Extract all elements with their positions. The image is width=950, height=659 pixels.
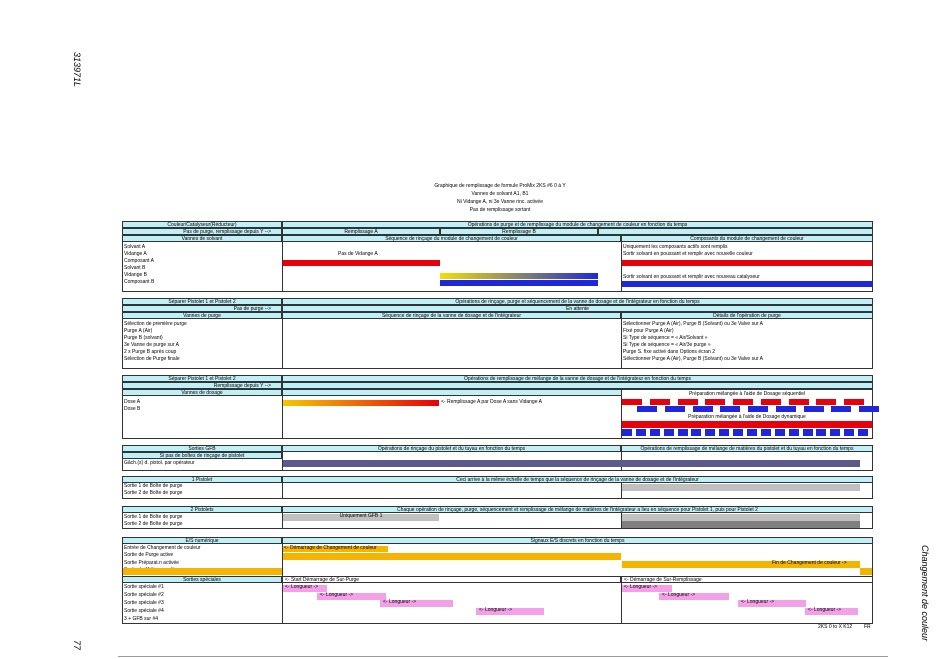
s3-fill-note: <- Remplissage A par Dose A sans Vidange A: [441, 399, 542, 405]
s7-bar-mix-ready-left: [123, 568, 282, 575]
dose-block: [650, 429, 660, 436]
s1-head-right: Opérations de purge et de remplissage du module de changement de couleur en fonction du temps: [282, 221, 873, 228]
dose-block: [776, 406, 796, 412]
s2-label-4: 3e Vanne de purge sur A: [124, 342, 179, 348]
dose-block: [844, 399, 864, 405]
dose-block: [830, 429, 840, 436]
s2-detail-4: Si Type de séquence = « Air/3e purge »: [623, 342, 711, 348]
s7-special-2: Sortie spéciale #2: [124, 592, 164, 598]
s7-len-label-1b: <- Longueur ->: [624, 584, 658, 590]
s1-label-solvent-b: Solvant B: [124, 265, 146, 271]
dose-block: [678, 429, 688, 436]
s1-head-left: Couleur/Catalyseur(Réducteur): [122, 221, 282, 228]
s7-label-1: Entrée de Changement de couleur: [124, 545, 201, 551]
s1-no-drain-note: Pas de Vidange A: [338, 251, 378, 257]
s3-prep-sequential: Préparation mélangée à l'aide de Dosage séquentiel: [622, 390, 872, 398]
s7-len-label-2a: <- Longueur ->: [320, 592, 354, 598]
dose-block: [637, 406, 657, 412]
s5-label-2: Sortie 2 de Boîte de purge: [124, 490, 183, 496]
dose-block: [775, 429, 785, 436]
s7-label-2: Sortie de Purge active: [124, 552, 174, 558]
dose-block: [858, 429, 868, 436]
s6-bar-gray-2: [622, 521, 860, 528]
s1-row3-right: Composants du module de changement de couleur: [621, 235, 873, 242]
s4-head-left: Sorties GFB: [122, 445, 282, 452]
dose-block: [761, 399, 781, 405]
s2-row2-mid: En attente: [282, 305, 873, 312]
s7-start-purge: <- Start Démarrage de Sur-Purge: [282, 576, 621, 583]
s2-label-1: Sélection de première purge: [124, 321, 187, 327]
s2-detail-5: Purge S. fixe activé dans Options écran 2: [623, 349, 715, 355]
s2-head-right: Opérations de rinçage, purge et séquencement de la vanne de dosage et de l'intégrateur en fonction du temps: [282, 298, 873, 305]
s1-label-drain-b: Vidange B: [124, 272, 147, 278]
dose-block: [705, 399, 725, 405]
page-number: 77: [72, 640, 82, 651]
s7-bar-purge-active: [283, 553, 621, 560]
s5-label-1: Sortie 1 de Boîte de purge: [124, 483, 183, 489]
s7-special-4: Sortie spéciale #4: [124, 608, 164, 614]
s1-bar-component-b: [440, 280, 598, 286]
s2-label-3: Purge B (solvant): [124, 335, 163, 341]
s7-head-left: E/S numérique: [122, 537, 282, 544]
s7-len-label-1a: <- Longueur ->: [285, 584, 319, 590]
chart-title-2: Vannes de solvant A1, B1: [471, 191, 529, 197]
s3-bar-dose-a-gradient: [283, 400, 439, 406]
s7-end-cc-label: Fin de Changement de couleur ->: [772, 560, 847, 566]
dose-block: [622, 429, 632, 436]
s1-row3-left: Vannes de solvant: [122, 235, 282, 242]
s7-special-3: Sortie spéciale #3: [124, 600, 164, 606]
s2-head-left: Séparer Pistolet 1 et Pistolet 2: [122, 298, 282, 305]
s1-row2-right: [598, 228, 873, 235]
s5-divider-1: [282, 483, 283, 499]
s7-len-label-4b: <- Longueur ->: [808, 607, 842, 613]
s7-label-3: Sortie Préparat.n activée: [124, 560, 180, 566]
dose-block: [664, 429, 674, 436]
dose-block: [747, 429, 757, 436]
dose-block: [761, 429, 771, 436]
s7-special-5: 3 + GFB sur #4: [124, 616, 159, 622]
dose-block: [748, 406, 768, 412]
s1-note-active: Uniquement les composants actifs sont remplis: [623, 244, 728, 250]
s2-detail-6: Sélectionner Purge A (Air), Purge B (Solvant) ou 3e Valve sur A: [623, 356, 763, 362]
s6-gfb1-only: Uniquement GFB 1: [339, 513, 383, 519]
s7-bar-mix-ready-right: [860, 568, 872, 575]
s1-label-component-a: Composant A: [124, 258, 155, 264]
dose-block: [636, 429, 646, 436]
s1-row2-left: Pas de purge, remplissage depuis Y -->: [122, 228, 282, 235]
dose-block: [720, 406, 740, 412]
dose-block: [665, 406, 685, 412]
s7-len-label-2b: <- Longueur ->: [662, 592, 696, 598]
s1-fill-b: Remplissage B: [440, 228, 598, 235]
s1-bar-component-a: [283, 260, 440, 266]
s3-row2-right: [282, 382, 873, 389]
s3-label-dose-b: Dose B: [124, 406, 141, 412]
s1-label-drain-a: Vidange A: [124, 251, 147, 257]
s2-row3-left: Vannes de purge: [122, 312, 282, 319]
dose-block: [789, 399, 809, 405]
s3-row3-left: Vannes de dosage: [122, 389, 282, 396]
s1-fill-a: Remplissage A: [282, 228, 440, 235]
s7-len-label-4a: <- Longueur ->: [479, 607, 513, 613]
s1-bar-drain-b-gradient: [440, 273, 598, 279]
s2-row3-mid: Séquence de rinçage de la vanne de dosage et de l'intégrateur: [282, 312, 621, 319]
s3-label-dose-a: Dose A: [124, 399, 141, 405]
s6-bar-gray-1: [622, 514, 860, 521]
s2-divider-1: [282, 319, 283, 369]
s1-bar-blue-right: [622, 281, 872, 287]
s4-head-mid: Opérations de rinçage du pistolet et du tuyau en fonction du temps: [282, 445, 621, 452]
dose-block: [816, 399, 836, 405]
chart-title-1: Graphique de remplissage de formule ProMix 2KS #6 0 à Y: [434, 183, 566, 189]
dose-block: [733, 429, 743, 436]
dose-block: [844, 429, 854, 436]
s3-head-left: Séparer Pistolet 1 et Pistolet 2: [122, 375, 282, 382]
section-title: Changement de couleur: [920, 545, 930, 642]
s6-head-right: Chaque opération de rinçage, purge, séquencement et remplissage de mélange de matières de l'intégrateur a lieu en séquence pour Pistolet 1, puis pour Pistolet 2: [282, 506, 873, 513]
dose-block: [691, 429, 701, 436]
s7-start-fill: <- Démarrage de Sur-Remplissage: [621, 576, 873, 583]
s2-label-6: Sélection de Purge finale: [124, 356, 180, 362]
dose-block: [705, 429, 715, 436]
s4-label-trigger: Gâch.(s) d. pistol. par opérateur: [124, 460, 195, 466]
dose-block: [650, 399, 670, 405]
chart-title-3: Ni Vidange A, ni 3e Vanne rinc. activée: [457, 199, 543, 205]
s7-start-cc-label: <- Démarrage de Changement de couleur: [284, 545, 377, 551]
s2-label-5: 2 x Purge B après coup: [124, 349, 177, 355]
s4-head-right: Opérations de remplissage de mélange de matières du pistolet et du tuyau en fonction du temps: [621, 445, 873, 452]
dose-block: [804, 406, 824, 412]
s4-bar-trigger: [283, 460, 860, 467]
s2-detail-2: Fixé pour Purge A (Air): [623, 328, 674, 334]
s1-divider-1: [282, 242, 283, 292]
s1-label-solvent-a: Solvant A: [124, 244, 146, 250]
dose-block: [733, 399, 753, 405]
s3-head-right: Opérations de remplissage de mélange de la vanne de dosage et de l'intégrateur en fonction du temps: [282, 375, 873, 382]
s7-len-label-3a: <- Longueur ->: [383, 599, 417, 605]
dose-block: [816, 429, 826, 436]
dose-block: [831, 406, 851, 412]
s7-special-1: Sortie spéciale #1: [124, 584, 164, 590]
dose-block: [789, 429, 799, 436]
s2-divider-2: [621, 319, 622, 369]
dose-block: [678, 399, 698, 405]
s5-bar-gray: [622, 484, 860, 491]
dose-block: [719, 429, 729, 436]
s7-special-head: Sorties spéciales: [122, 576, 282, 583]
s2-label-2: Purge A (Air): [124, 328, 153, 334]
s1-row3-mid: Séquence de rinçage du module de changement de couleur: [282, 235, 621, 242]
s2-row2-left: Pas de purge -->: [122, 305, 282, 312]
footer-code: 2KS 0 to X K12: [818, 624, 853, 630]
s3-row2-left: Remplissage depuis Y -->: [122, 382, 282, 389]
s6-head-left: 2 Pistolets: [122, 506, 282, 513]
s6-label-2: Sortie 2 de Boîte de purge: [124, 521, 183, 527]
s1-bar-red-right: [622, 260, 872, 266]
s1-note-new-color: Sortir solvant en poussant et remplir avec nouvelle couleur: [623, 251, 753, 257]
chart-title-4: Pas de remplissage sortant: [469, 207, 531, 213]
s3-prep-dynamic: Préparation mélangée à l'aide de Dosage dynamique: [622, 413, 872, 421]
s4-row2-left: Si pas de boîtes de rinçage de pistolet: [122, 452, 282, 459]
bottom-rule: [118, 656, 888, 657]
s2-detail-3: Si Type de séquence = « Air/Solvant »: [623, 335, 708, 341]
s2-detail-1: Sélectionner Purge A (Air), Purge B (Solvant) ou 3e Valve sur A: [623, 321, 763, 327]
dose-block: [859, 406, 879, 412]
dose-block: [622, 399, 642, 405]
s6-label-1: Sortie 1 de Boîte de purge: [124, 514, 183, 520]
s7-head-right: Signaux E/S discrets en fonction du temps: [282, 537, 873, 544]
doc-number: 313971L: [72, 52, 82, 88]
footer-lang: FR: [864, 624, 871, 630]
s7-len-label-3b: <- Longueur ->: [741, 599, 775, 605]
dose-block: [803, 429, 813, 436]
s1-note-new-catalyst: Sortir solvant en poussant et remplir avec nouveau catalyseur: [623, 274, 760, 280]
dose-block: [693, 406, 713, 412]
s5-head-right: Ceci arrive à la même échelle de temps que la séquence de rinçage de la vanne de dosage et de l'intégrateur: [282, 476, 873, 483]
s2-row3-right: Détails de l'opération de purge: [621, 312, 873, 319]
s1-label-component-b: Composant B: [124, 279, 155, 285]
s3-dynamic-red-bar: [622, 421, 872, 428]
s5-head-left: 1 Pistolet: [122, 476, 282, 483]
